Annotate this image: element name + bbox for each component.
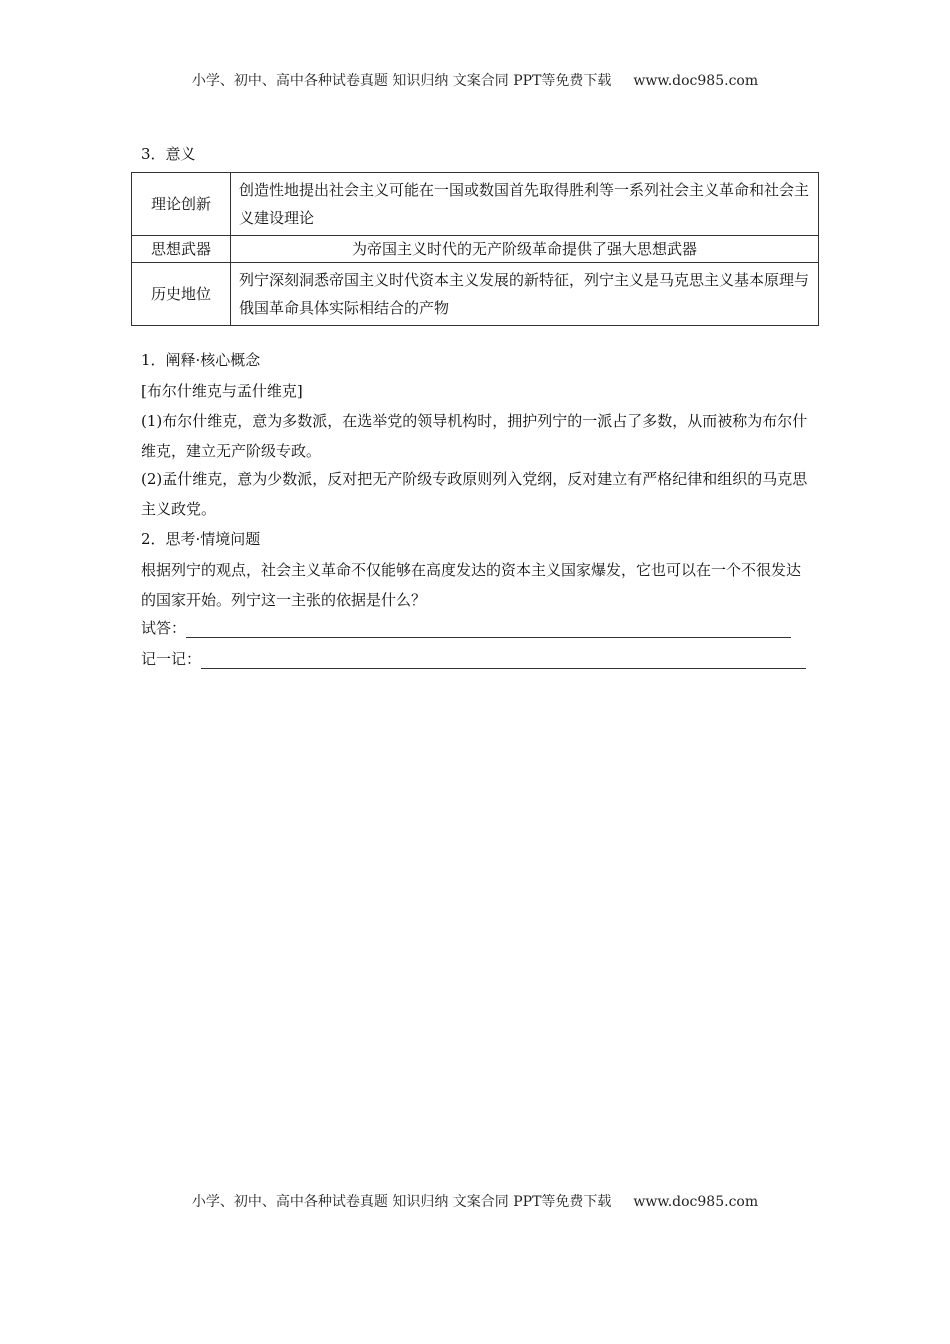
note-label: 记一记： xyxy=(141,650,202,668)
header-text: 小学、初中、高中各种试卷真题 知识归纳 文案合同 PPT等免费下载 xyxy=(191,73,612,89)
answer-label: 试答： xyxy=(141,619,187,637)
footer-url[interactable]: www.doc985.com xyxy=(633,1194,759,1210)
row-content: 列宁深刻洞悉帝国主义时代资本主义发展的新特征，列宁主义是马克思主义基本原理与俄国革命具体实际相结合的产物 xyxy=(231,263,819,326)
row-label: 理论创新 xyxy=(132,173,231,236)
thinking-title: 2．思考·情境问题 xyxy=(141,530,261,548)
concept-paragraph-2: (2)孟什维克，意为少数派，反对把无产阶级专政原则列入党纲，反对建立有严格纪律和组织的马克思主义政党。 xyxy=(141,470,808,518)
concept-title: 1．阐释·核心概念 xyxy=(141,351,261,369)
row-label: 思想武器 xyxy=(132,236,231,263)
answer-row xyxy=(141,617,791,638)
page-footer xyxy=(0,1191,950,1211)
thinking-question: 根据列宁的观点，社会主义革命不仅能够在高度发达的资本主义国家爆发，它也可以在一个不很发达的国家开始。列宁这一主张的依据是什么？ xyxy=(141,561,802,609)
page-header xyxy=(0,70,950,90)
section-3-title: 3．意义 xyxy=(141,145,196,163)
header-url[interactable]: www.doc985.com xyxy=(633,73,759,89)
note-row xyxy=(141,648,806,669)
row-content: 创造性地提出社会主义可能在一国或数国首先取得胜利等一系列社会主义革命和社会主义建设理论 xyxy=(231,173,819,236)
table-row xyxy=(132,173,819,236)
concept-subtitle: [布尔什维克与孟什维克] xyxy=(141,382,303,400)
table-row xyxy=(132,236,819,263)
table-row xyxy=(132,263,819,326)
meaning-table xyxy=(131,172,819,326)
footer-text: 小学、初中、高中各种试卷真题 知识归纳 文案合同 PPT等免费下载 xyxy=(191,1194,612,1210)
answer-blank[interactable] xyxy=(186,617,791,638)
row-label: 历史地位 xyxy=(132,263,231,326)
row-content: 为帝国主义时代的无产阶级革命提供了强大思想武器 xyxy=(231,236,819,263)
note-blank[interactable] xyxy=(201,648,806,669)
concept-paragraph-1: (1)布尔什维克，意为多数派，在选举党的领导机构时，拥护列宁的一派占了多数，从而被称为布尔什维克，建立无产阶级专政。 xyxy=(141,412,808,460)
